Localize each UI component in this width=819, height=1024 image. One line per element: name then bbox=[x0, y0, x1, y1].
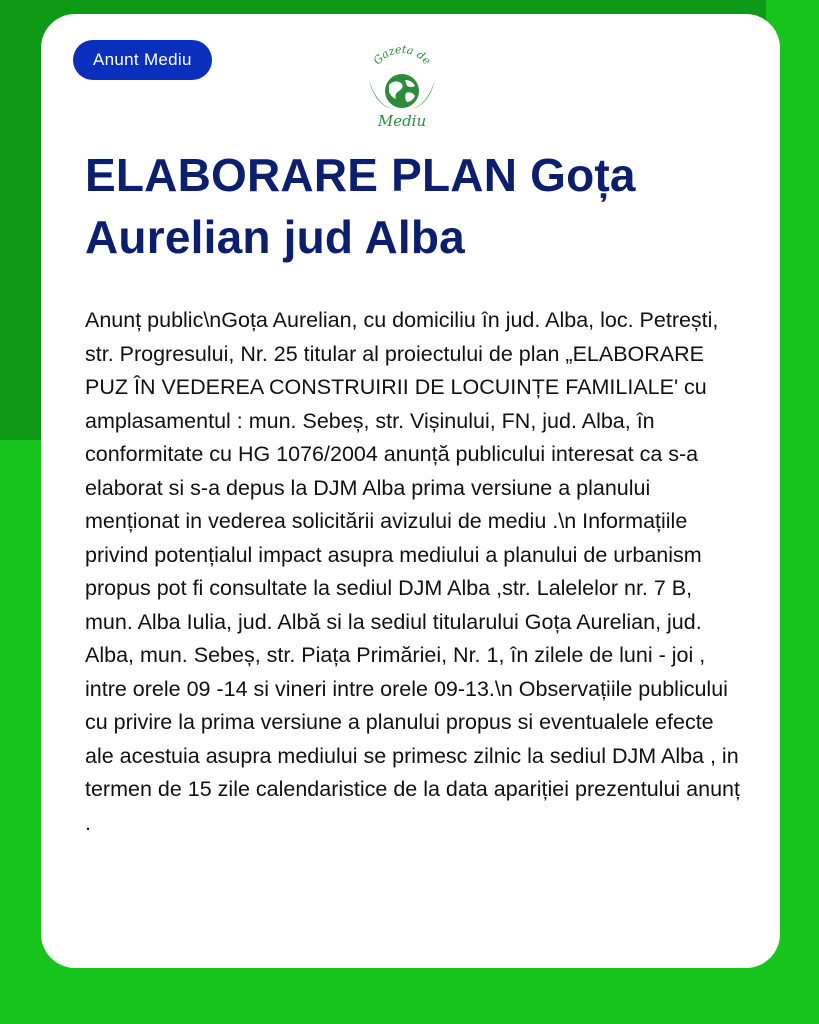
category-badge[interactable]: Anunt Mediu bbox=[73, 40, 212, 80]
gazeta-de-mediu-logo[interactable] bbox=[359, 40, 445, 132]
announcement-card bbox=[41, 14, 780, 968]
logo-text-top bbox=[371, 43, 434, 68]
article-body: Anunț public\nGoța Aurelian, cu domiciliu în jud. Alba, loc. Petrești, str. Progresului, Nr. 25 titular al proiectului de plan „ELABORARE PUZ ÎN VEDEREA CONSTRUIRII DE LOCUINȚE FAMILIALE' cu amplasamentul : mun. Sebeș, str. Vișinului, FN, jud. Alba, în conformitate cu HG 1076/2004 anunță publicului interesat ca s-a elaborat si s-a depus la DJM Alba prima versiune a planului menționat in vederea solicitării avizului de mediu .\n Informațiile privind potențialul impact asupra mediului a planului de urbanism propus pot fi consultate la sediul DJM Alba ,str. Lalelelor nr. 7 B, mun. Alba Iulia, jud. Albă si la sediul titularului Goța Aurelian, jud. Alba, mun. Sebeș, str. Piața Primăriei, Nr. 1, în zilele de luni - joi , intre orele 09 -14 si vineri intre orele 09-13.\n Observațiile publicului cu privire la prima versiune a planului propus si eventualele efecte ale acestuia asupra mediului se primesc zilnic la sediul DJM Alba , in termen de 15 zile calendaristice de la data apariției prezentului anunț . bbox=[85, 308, 740, 835]
logo-text-top-path: Gazeta de bbox=[370, 42, 434, 68]
logo-text-bottom: Mediu bbox=[377, 112, 427, 130]
article-title: ELABORARE PLAN Goța Aurelian jud Alba bbox=[85, 149, 636, 263]
